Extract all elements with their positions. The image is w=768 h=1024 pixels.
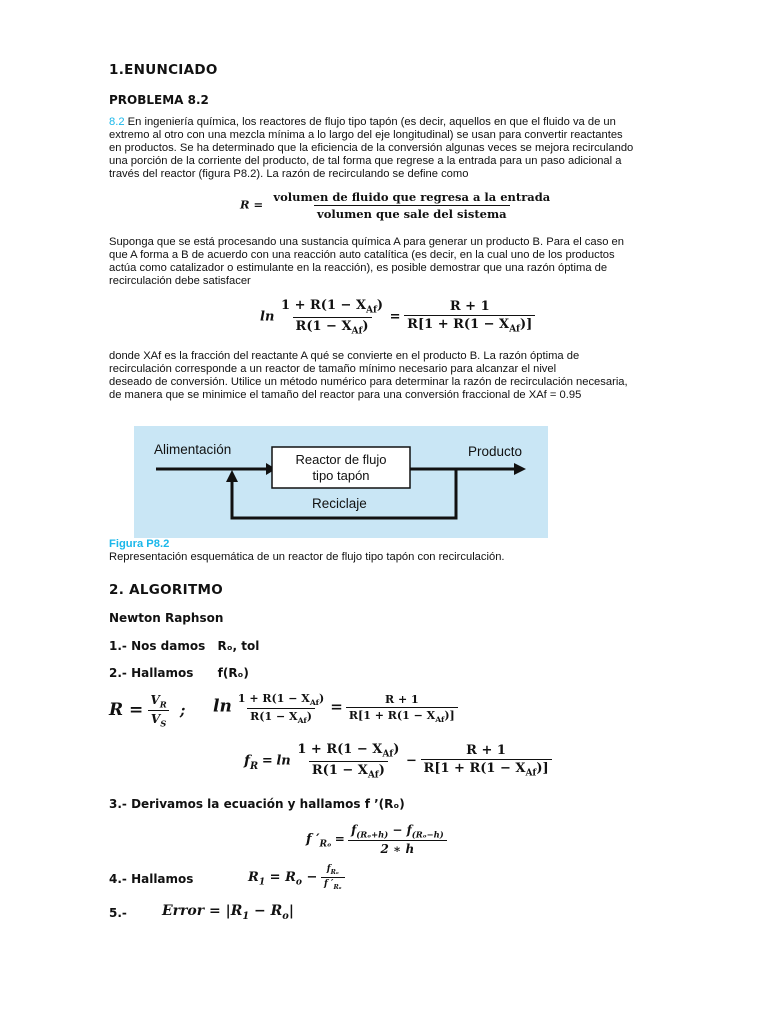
recycle-label: Reciclaje — [312, 496, 367, 511]
eq2-den-right: R[1 + R(1 − X — [407, 317, 510, 333]
para-line: donde XAf es la fracción del reactante A qué se convierte en el producto B. La razón óptima de — [109, 350, 580, 362]
f-sub-minus: (Rₒ−h) — [411, 829, 444, 840]
vs-symbol: V — [150, 712, 161, 727]
fr-sub: R — [250, 760, 259, 772]
ln-equation-step2: ln $\frac{1 + R(1 - X_{Af})}{R(1 - X_{Af})}$ = $\frac{R + 1}{R[1 + R(1 - X_{Af})]}$ — [213, 692, 458, 725]
equals-sign: = — [389, 309, 401, 325]
r1-sub: 1 — [258, 876, 266, 888]
product-label: Producto — [468, 444, 523, 459]
para-line: deseado de conversión. Utilice un método numérico para determinar la razón de recirculación necesaria, — [109, 375, 628, 388]
para-line: actúa como catalizador o estimulante en la reacción), es posible demostrar que una razón óptima de — [109, 261, 608, 274]
intro-line: una porción de la corriente del producto, de tal forma que regrese a la entrada para un paso adicional a — [109, 154, 622, 167]
step-2-label: 2.- Hallamos — [109, 666, 194, 680]
f-sub-plus: (Rₒ+h) — [356, 829, 389, 840]
intro-line: en productos. Se ha determinado que la eficiencia de la conversión algunas veces se mejora recirculando — [109, 141, 634, 154]
r-definition-equation — [109, 693, 185, 729]
eq2-den-right: R[1 + R(1 − X — [348, 709, 436, 723]
recycle-ratio-equation — [240, 190, 553, 221]
fr-equation: $f_R = \ln$ $\frac{1 + R(1 - X_{Af})}{R(1 - X_{Af})}$ − $\frac{R + 1}{R[1 + R(1 - X_{Af})]}$ — [244, 742, 552, 780]
optimal-recycle-equation: ln $\frac{1 + R(1 - X_{Af})}{R(1 - X_{Af})}$ = $\frac{R + 1}{R[1 + R(1 - X_{Af})]}$ — [260, 298, 535, 336]
error-sub2: o — [282, 910, 289, 922]
section-title-enunciado: 1.ENUNCIADO — [109, 62, 218, 78]
eq2-sub: Af — [525, 767, 537, 779]
f-symbol: f — [351, 823, 357, 837]
deriv-sub: Rₒ — [319, 838, 332, 850]
vs-sub: S — [160, 718, 167, 729]
figure-caption: Representación esquemática de un reactor de flujo tipo tapón con recirculación. — [109, 551, 505, 563]
eq2-sub: Af — [309, 698, 319, 708]
paragraph-2 — [109, 236, 669, 288]
eq2-sub: Af — [367, 769, 379, 781]
vr-sub: R — [159, 699, 167, 710]
deriv-denominator: 2 ∗ h — [348, 840, 447, 856]
figure-label: Figura P8.2 — [109, 538, 170, 550]
fr-symbol: f — [244, 752, 251, 769]
f-prime-sub: Rₒ — [333, 883, 342, 891]
ln-symbol: ln — [260, 309, 275, 325]
r1-eq: = R — [269, 869, 296, 885]
error-sub1: 1 — [242, 910, 250, 922]
step-1-label: 1.- Nos damos — [109, 639, 206, 653]
eq2-sub: Af — [297, 716, 307, 726]
f-prime-symbol: f ′ — [324, 878, 334, 889]
step-3: 3.- Derivamos la ecuación y hallamos f ’(Rₒ) — [109, 797, 405, 811]
step-2-value: f(Rₒ) — [217, 666, 249, 680]
eq-lhs: R = — [240, 197, 264, 212]
error-mid: − R — [249, 903, 283, 919]
r-def-lhs: R = — [109, 699, 144, 720]
ln-symbol: ln — [213, 696, 232, 717]
f-sub: Rₒ — [330, 868, 339, 876]
minus-f: − f — [392, 823, 412, 837]
paragraph-3 — [109, 350, 669, 402]
step-1-value: Rₒ, tol — [217, 639, 260, 653]
error-lhs: Error = |R — [162, 903, 243, 919]
eq2-num-right: R + 1 — [449, 299, 490, 315]
r1-equation — [248, 864, 345, 891]
product-arrowhead — [514, 463, 526, 475]
ln-symbol: ln — [276, 753, 291, 769]
reactor-label-line: Reactor de flujo — [295, 452, 387, 467]
eq2-sub: Af — [366, 304, 377, 316]
recycle-arrowhead — [226, 470, 238, 482]
eq2-sub: Af — [382, 748, 394, 760]
eq2-num-left: 1 + R(1 − X — [281, 298, 367, 313]
reactor-label-line: tipo tapón — [312, 468, 370, 483]
step-1 — [109, 639, 259, 653]
eq-denominator: volumen que sale del sistema — [314, 205, 510, 221]
step-5: 5.- — [109, 906, 127, 920]
equals-sign: = — [330, 697, 343, 716]
para-line: recirculación corresponde a un reactor de tamaño mínimo necesario para alcanzar el nivel — [109, 362, 557, 375]
derivative-equation: f $'_{R_o}$ = $\frac{f_{(R_o+h)} - f_{(R_o-h)}}{2 ∗ h}$ — [306, 823, 447, 856]
deriv-symbol: f ′ — [306, 831, 320, 847]
para-line: recirculación debe satisfacer — [109, 274, 251, 287]
eq2-den-left: R(1 − X — [295, 318, 352, 334]
problem-number: PROBLEMA 8.2 — [109, 93, 209, 107]
feed-label: Alimentación — [154, 442, 232, 457]
section-title-algoritmo: 2. ALGORITMO — [109, 582, 223, 598]
eq2-den-left: R(1 − X — [311, 762, 368, 778]
eq-numerator: volumen de fluido que regresa a la entrada — [273, 190, 551, 204]
error-end: | — [288, 903, 294, 919]
intro-line: En ingeniería química, los reactores de flujo tipo tapón (es decir, aquellos en que el fluido va de un — [124, 116, 616, 128]
para-line: Suponga que se está procesando una sustancia química A para generar un producto B. Para el caso en — [109, 236, 624, 248]
eq2-sub: Af — [509, 323, 520, 335]
intro-line: extremo al otro con una mezcla mínima a lo largo del eje longitudinal) se usan para convertir reactantes — [109, 128, 623, 141]
error-equation — [162, 903, 294, 922]
para-line: que A forma a B de acuerdo con una reacción auto catalítica (es decir, en la cual uno de los productos — [109, 248, 615, 261]
eq2-sub: Af — [435, 715, 445, 725]
separator: ; — [179, 700, 186, 719]
step-2 — [109, 666, 249, 680]
eq2-den-right: R[1 + R(1 − X — [423, 761, 526, 777]
intro-paragraph — [109, 116, 669, 181]
ro-sub: o — [295, 876, 302, 888]
eq2-num-left: 1 + R(1 − X — [237, 692, 310, 705]
reactor-label — [272, 452, 410, 484]
eq2-sub: Af — [351, 325, 363, 337]
intro-line: través del reactor (figura P8.2). La razón de recirculando se define como — [109, 167, 469, 180]
eq2-num-right: R + 1 — [385, 693, 419, 707]
para-line: de manera que se minimice el tamaño del reactor para una conversión fraccional de XAf = 0.95 — [109, 388, 582, 401]
r1-minus: − — [306, 869, 318, 885]
eq2-num-left: 1 + R(1 − X — [297, 742, 383, 757]
eq2-num-right: R + 1 — [466, 743, 506, 759]
reactor-diagram — [134, 426, 548, 538]
method-name: Newton Raphson — [109, 611, 224, 625]
r1-symbol: R — [248, 869, 259, 885]
eq2-den-left: R(1 − X — [250, 710, 298, 724]
vr-symbol: V — [150, 693, 160, 707]
f-symbol: f — [326, 864, 331, 874]
step-4: 4.- Hallamos — [109, 872, 194, 886]
problem-reference: 8.2 — [109, 116, 125, 128]
